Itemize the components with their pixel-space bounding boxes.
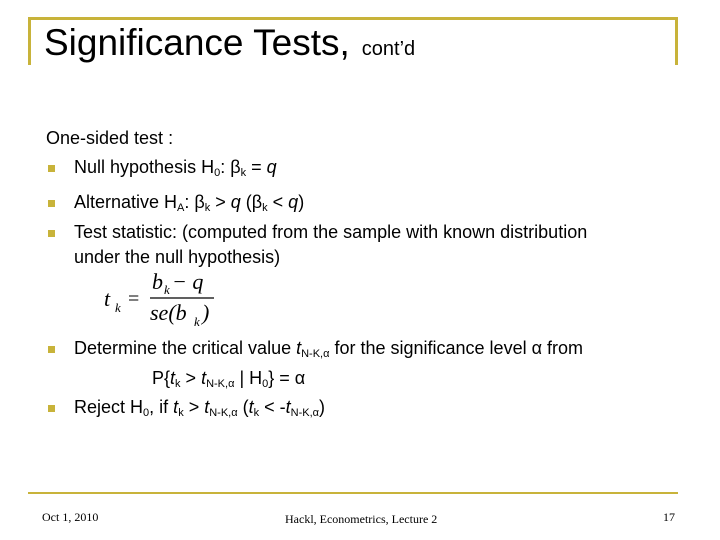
b4c-t: t <box>170 368 176 388</box>
formula-lhs-sub: k <box>115 300 121 315</box>
b5-text1: Reject H <box>74 397 144 417</box>
b2-text1: Alternative H <box>74 192 178 212</box>
b4-text1: Determine the critical value <box>74 338 297 358</box>
footer-divider <box>28 492 678 494</box>
formula-num-sub: k <box>164 282 170 297</box>
b4c-alpha: α <box>294 368 306 388</box>
formula-num-rest: − q <box>172 269 204 294</box>
b1-text2: : <box>220 157 231 177</box>
b4c-sub1: k <box>175 378 181 390</box>
b4c-text4: } = <box>268 368 295 388</box>
b1-sub2: k <box>240 167 247 179</box>
bullet-4 <box>74 338 583 360</box>
bullet-3-line-2: under the null hypothesis) <box>74 247 281 267</box>
b2-q2: q <box>288 192 299 212</box>
title-suffix: cont’d <box>361 38 416 60</box>
b4-text2: for the significance level <box>329 338 532 358</box>
intro-text: One-sided test : <box>46 128 174 148</box>
formula-den-se: se(b <box>150 300 187 325</box>
b5-sub2: k <box>178 407 184 419</box>
b1-q: q <box>266 157 277 177</box>
bullet-marker-3 <box>48 230 55 237</box>
b4c-sub2: N-K,α <box>206 378 235 390</box>
b5-t4: t <box>285 397 291 417</box>
bullet-marker-2 <box>48 200 55 207</box>
b5-sub3: N-K,α <box>209 407 238 419</box>
b4c-sub3: 0 <box>262 378 269 390</box>
b4c-text2: > <box>180 368 202 388</box>
b4c-t2: t <box>201 368 207 388</box>
t-statistic-formula <box>102 268 222 332</box>
formula-equals: = <box>128 288 140 310</box>
formula-den-close: ) <box>202 300 210 325</box>
title-main: Significance Tests, <box>44 22 350 63</box>
formula-lhs: t <box>104 286 111 311</box>
b2-text4: ( <box>240 192 252 212</box>
b2-text5: < <box>267 192 289 212</box>
bullet-3-line-1: Test statistic: (computed from the sample with known distribution <box>74 222 588 242</box>
b2-text6: ) <box>298 192 305 212</box>
b1-beta: β <box>230 157 241 177</box>
formula-den-sub: k <box>194 314 200 329</box>
b2-beta2: β <box>251 192 263 212</box>
b5-t: t <box>173 397 179 417</box>
footer-date: Oct 1, 2010 <box>42 510 99 524</box>
b1-text1: Null hypothesis H <box>74 157 215 177</box>
bullet-2 <box>74 192 304 214</box>
bullet-marker-1 <box>48 165 55 172</box>
bullet-4-continuation <box>152 368 305 390</box>
b4-alpha: α <box>531 338 542 358</box>
b4-sub1: N-K,α <box>301 348 330 360</box>
b2-sub2: k <box>204 202 211 214</box>
b5-t2: t <box>204 397 210 417</box>
b5-text3: > <box>183 397 205 417</box>
b5-sub1: 0 <box>143 407 150 419</box>
b2-sub3: k <box>262 202 268 214</box>
b5-text6: ) <box>318 397 325 417</box>
b4c-text1: P{ <box>152 368 171 388</box>
b5-text5: < - <box>259 397 286 417</box>
bullet-marker-5 <box>48 405 55 412</box>
b1-text3: = <box>246 157 267 177</box>
b1-sub1: 0 <box>214 167 221 179</box>
b5-t3: t <box>248 397 254 417</box>
b5-sub4: k <box>253 407 260 419</box>
b5-sub5: N-K,α <box>290 407 319 419</box>
b4-text3: from <box>541 338 583 358</box>
b4-t: t <box>296 338 302 358</box>
b2-text3: > <box>210 192 231 212</box>
b2-beta: β <box>194 192 205 212</box>
b2-sub1: A <box>177 202 185 214</box>
bullet-5 <box>74 397 325 419</box>
formula-num-b: b <box>152 269 163 294</box>
b4c-text3: | H <box>234 368 263 388</box>
b2-text2: : <box>184 192 195 212</box>
b5-text4: ( <box>237 397 249 417</box>
b2-q: q <box>230 192 241 212</box>
footer-course: Hackl, Econometrics, Lecture 2 <box>285 512 438 526</box>
bullet-marker-4 <box>48 346 55 353</box>
b5-text2: , if <box>149 397 174 417</box>
bullet-1 <box>74 157 277 179</box>
footer-page-number: 17 <box>663 510 675 524</box>
